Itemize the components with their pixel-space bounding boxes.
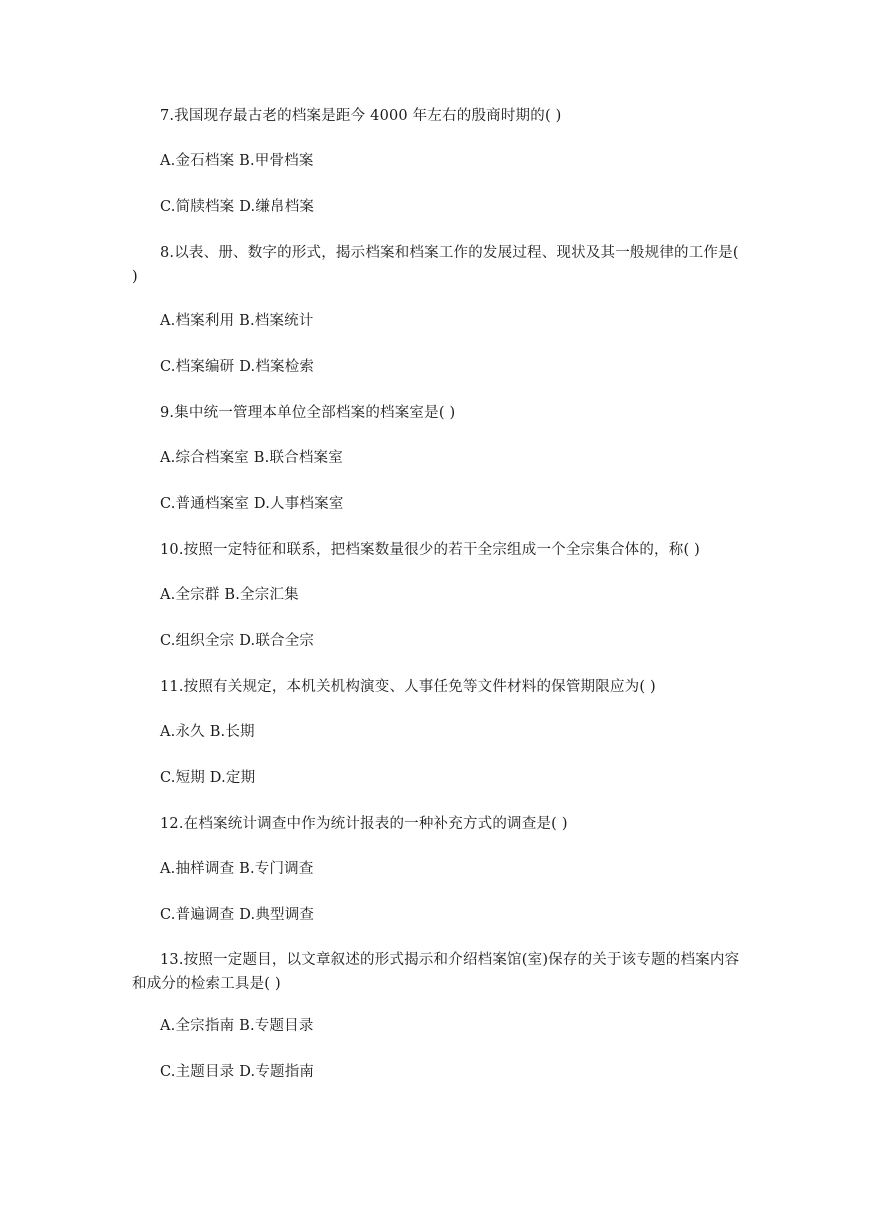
question-12-options-ab: A.抽样调查 B.专门调查 [160, 861, 314, 877]
question-12-options-cd: C.普遍调查 D.典型调查 [160, 907, 315, 923]
question-10-options-cd: C.组织全宗 D.联合全宗 [160, 633, 315, 649]
question-8-options-ab: A.档案利用 B.档案统计 [160, 313, 314, 329]
question-13-stem: 13.按照一定题目，以文章叙述的形式揭示和介绍档案馆(室)保存的关于该专题的档案内容和成分的检索工具是( ) [132, 952, 740, 992]
question-13-options-ab: A.全宗指南 B.专题目录 [160, 1018, 314, 1034]
question-13-options-cd: C.主题目录 D.专题指南 [160, 1064, 315, 1080]
question-9-options-ab: A.综合档案室 B.联合档案室 [160, 450, 343, 466]
question-9-stem: 9.集中统一管理本单位全部档案的档案室是( ) [160, 405, 456, 421]
question-11-options-cd: C.短期 D.定期 [160, 770, 256, 786]
question-7-stem: 7.我国现存最古老的档案是距今 4000 年左右的殷商时期的( ) [160, 108, 562, 124]
question-10-options-ab: A.全宗群 B.全宗汇集 [160, 587, 299, 603]
question-7-options-ab: A.金石档案 B.甲骨档案 [160, 153, 314, 169]
question-10-stem: 10.按照一定特征和联系，把档案数量很少的若干全宗组成一个全宗集合体的，称( ) [160, 542, 700, 558]
question-8-options-cd: C.档案编研 D.档案检索 [160, 359, 315, 375]
question-11-options-ab: A.永久 B.长期 [160, 724, 255, 740]
question-11-stem: 11.按照有关规定，本机关机构演变、人事任免等文件材料的保管期限应为( ) [160, 679, 656, 695]
question-7-options-cd: C.简牍档案 D.缣帛档案 [160, 199, 315, 215]
question-12-stem: 12.在档案统计调查中作为统计报表的一种补充方式的调查是( ) [160, 816, 568, 832]
question-8-stem: 8.以表、册、数字的形式，揭示档案和档案工作的发展过程、现状及其一般规律的工作是( ) [132, 245, 739, 285]
question-9-options-cd: C.普通档案室 D.人事档案室 [160, 496, 344, 512]
